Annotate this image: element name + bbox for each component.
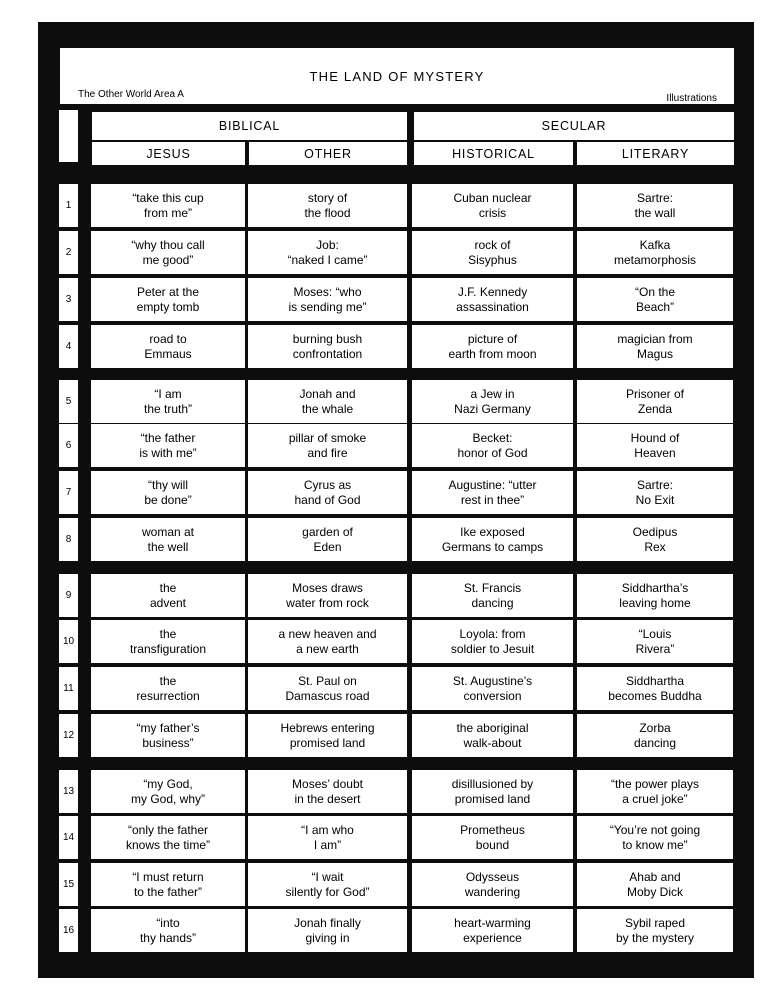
cell-literary: Siddhartha becomes Buddha (577, 667, 733, 710)
document-header (60, 48, 734, 104)
row-number: 5 (59, 380, 78, 423)
cell-jesus: “take this cup from me” (91, 184, 245, 227)
cell-historical: the aboriginal walk-about (412, 714, 573, 757)
cell-jesus: “only the father knows the time” (91, 816, 245, 859)
cell-other: “I am who I am” (248, 816, 407, 859)
cell-literary: Sartre: the wall (577, 184, 733, 227)
cell-jesus: woman at the well (91, 518, 245, 561)
group-header-biblical: BIBLICAL (92, 112, 407, 140)
cell-other: Moses draws water from rock (248, 574, 407, 617)
cell-other: Moses’ doubt in the desert (248, 770, 407, 813)
cell-literary: Prisoner of Zenda (577, 380, 733, 423)
cell-jesus: “thy will be done” (91, 471, 245, 514)
cell-other: burning bush confrontation (248, 325, 407, 368)
cell-other: Job: “naked I came” (248, 231, 407, 274)
section-label: Illustrations (666, 93, 717, 104)
row-number: 9 (59, 574, 78, 617)
cell-jesus: “my God, my God, why” (91, 770, 245, 813)
row-number: 12 (59, 714, 78, 757)
cell-literary: “Louis Rivera” (577, 620, 733, 663)
cell-literary: magician from Magus (577, 325, 733, 368)
row-number: 11 (59, 667, 78, 710)
cell-historical: St. Francis dancing (412, 574, 573, 617)
cell-literary: Kafka metamorphosis (577, 231, 733, 274)
row-number: 1 (59, 184, 78, 227)
cell-other: story of the flood (248, 184, 407, 227)
cell-historical: Augustine: “utter rest in thee” (412, 471, 573, 514)
cell-literary: Ahab and Moby Dick (577, 863, 733, 906)
cell-literary: “the power plays a cruel joke” (577, 770, 733, 813)
cell-jesus: the transfiguration (91, 620, 245, 663)
cell-other: Hebrews entering promised land (248, 714, 407, 757)
row-number: 4 (59, 325, 78, 368)
page-title: THE LAND OF MYSTERY (309, 69, 485, 84)
column-header-other: OTHER (249, 142, 407, 165)
cell-jesus: “my father’s business” (91, 714, 245, 757)
cell-other: garden of Eden (248, 518, 407, 561)
cell-literary: Sartre: No Exit (577, 471, 733, 514)
cell-jesus: Peter at the empty tomb (91, 278, 245, 321)
cell-historical: Becket: honor of God (412, 424, 573, 467)
row-number: 7 (59, 471, 78, 514)
cell-historical: Loyola: from soldier to Jesuit (412, 620, 573, 663)
row-number: 8 (59, 518, 78, 561)
group-header-secular: SECULAR (414, 112, 734, 140)
cell-jesus: “into thy hands” (91, 909, 245, 952)
cell-other: St. Paul on Damascus road (248, 667, 407, 710)
cell-jesus: “I am the truth” (91, 380, 245, 423)
column-header-jesus: JESUS (92, 142, 245, 165)
cell-historical: a Jew in Nazi Germany (412, 380, 573, 423)
area-label: The Other World Area A (78, 89, 184, 100)
cell-historical: Odysseus wandering (412, 863, 573, 906)
cell-jesus: “I must return to the father” (91, 863, 245, 906)
row-number: 16 (59, 909, 78, 952)
cell-literary: Siddhartha’s leaving home (577, 574, 733, 617)
cell-historical: Ike exposed Germans to camps (412, 518, 573, 561)
cell-literary: Sybil raped by the mystery (577, 909, 733, 952)
row-number: 10 (59, 620, 78, 663)
cell-literary: Zorba dancing (577, 714, 733, 757)
cell-historical: disillusioned by promised land (412, 770, 573, 813)
cell-historical: J.F. Kennedy assassination (412, 278, 573, 321)
row-number: 6 (59, 424, 78, 467)
row-number: 2 (59, 231, 78, 274)
cell-other: Jonah and the whale (248, 380, 407, 423)
cell-jesus: the resurrection (91, 667, 245, 710)
cell-other: a new heaven and a new earth (248, 620, 407, 663)
row-number: 13 (59, 770, 78, 813)
cell-literary: “You’re not going to know me” (577, 816, 733, 859)
cell-other: pillar of smoke and fire (248, 424, 407, 467)
row-number: 3 (59, 278, 78, 321)
cell-other: “I wait silently for God” (248, 863, 407, 906)
cell-jesus: “why thou call me good” (91, 231, 245, 274)
cell-literary: Oedipus Rex (577, 518, 733, 561)
cell-jesus: “the father is with me” (91, 424, 245, 467)
cell-other: Moses: “who is sending me” (248, 278, 407, 321)
cell-historical: picture of earth from moon (412, 325, 573, 368)
column-header-literary: LITERARY (577, 142, 734, 165)
cell-literary: Hound of Heaven (577, 424, 733, 467)
cell-historical: Cuban nuclear crisis (412, 184, 573, 227)
cell-jesus: the advent (91, 574, 245, 617)
cell-jesus: road to Emmaus (91, 325, 245, 368)
cell-historical: rock of Sisyphus (412, 231, 573, 274)
cell-historical: St. Augustine’s conversion (412, 667, 573, 710)
cell-other: Jonah finally giving in (248, 909, 407, 952)
cell-other: Cyrus as hand of God (248, 471, 407, 514)
cell-literary: “On the Beach” (577, 278, 733, 321)
cell-historical: Prometheus bound (412, 816, 573, 859)
row-number: 15 (59, 863, 78, 906)
cell-historical: heart-warming experience (412, 909, 573, 952)
row-number-header (59, 110, 78, 162)
row-number: 14 (59, 816, 78, 859)
column-header-historical: HISTORICAL (414, 142, 573, 165)
